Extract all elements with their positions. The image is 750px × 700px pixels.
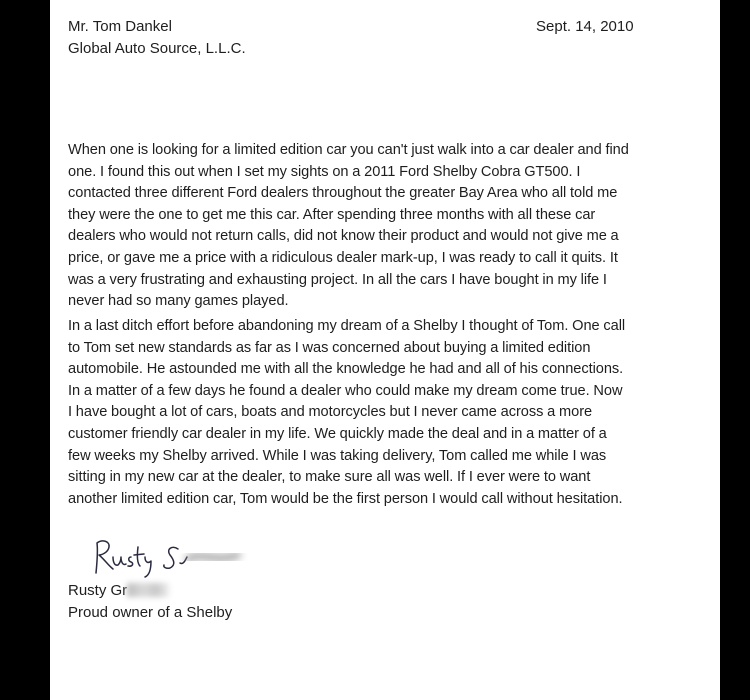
paragraph-line: contacted three different Ford dealers throughout the greater Bay Area who all told me xyxy=(68,185,618,202)
paragraph-line: customer friendly car dealer in my life. We quickly made the deal and in a matter of a xyxy=(68,425,607,442)
body-paragraph-2 xyxy=(68,316,708,510)
body-paragraph-1 xyxy=(68,140,708,313)
letter-page xyxy=(50,0,720,700)
paragraph-line: few weeks my Shelby arrived. While I was taking delivery, Tom called me while I was xyxy=(68,447,607,464)
paragraph-line: was a very frustrating and exhausting project. In all the cars I have bought in my life I xyxy=(68,271,607,288)
recipient-company: Global Auto Source, L.L.C. xyxy=(68,40,246,57)
paragraph-line: to Tom set new standards as far as I was concerned about buying a limited edition xyxy=(68,339,591,356)
signer-name-text: Rusty Gr xyxy=(68,582,128,599)
paragraph-line: In a last ditch effort before abandoning my dream of a Shelby I thought of Tom. One call xyxy=(68,318,626,334)
signer-name xyxy=(68,581,169,601)
paragraph-line: dealers who would not return calls, did not know their product and would not give me a xyxy=(68,228,619,245)
paragraph-line: another limited edition car, Tom would be the first person I would call without hesitation. xyxy=(68,490,623,507)
signer-title: Proud owner of a Shelby xyxy=(68,604,233,621)
paragraph-line: When one is looking for a limited edition car you can't just walk into a car dealer and find xyxy=(68,142,629,158)
handwritten-signature xyxy=(88,533,258,581)
redacted-surname-blur xyxy=(127,583,169,597)
paragraph-line: they were the one to get me this car. After spending three months with all these car xyxy=(68,206,596,223)
paragraph-line: I have bought a lot of cars, boats and motorcycles but I never came across a more xyxy=(68,404,593,421)
paragraph-line: price, or gave me a price with a ridiculous dealer mark-up, I was ready to call it quits. It xyxy=(68,249,618,266)
paragraph-line: one. I found this out when I set my sights on a 2011 Ford Shelby Cobra GT500. I xyxy=(68,163,581,180)
paragraph-line: In a matter of a few days he found a dealer who could make my dream come true. Now xyxy=(68,382,623,399)
paragraph-line: sitting in my new car at the dealer, to make sure all was well. If I ever were to want xyxy=(68,469,591,486)
paragraph-line: never had so many games played. xyxy=(68,293,289,310)
letter-date: Sept. 14, 2010 xyxy=(536,18,634,35)
recipient-name: Mr. Tom Dankel xyxy=(68,18,172,35)
paragraph-line: automobile. He astounded me with all the knowledge he had and all of his connections. xyxy=(68,361,624,378)
